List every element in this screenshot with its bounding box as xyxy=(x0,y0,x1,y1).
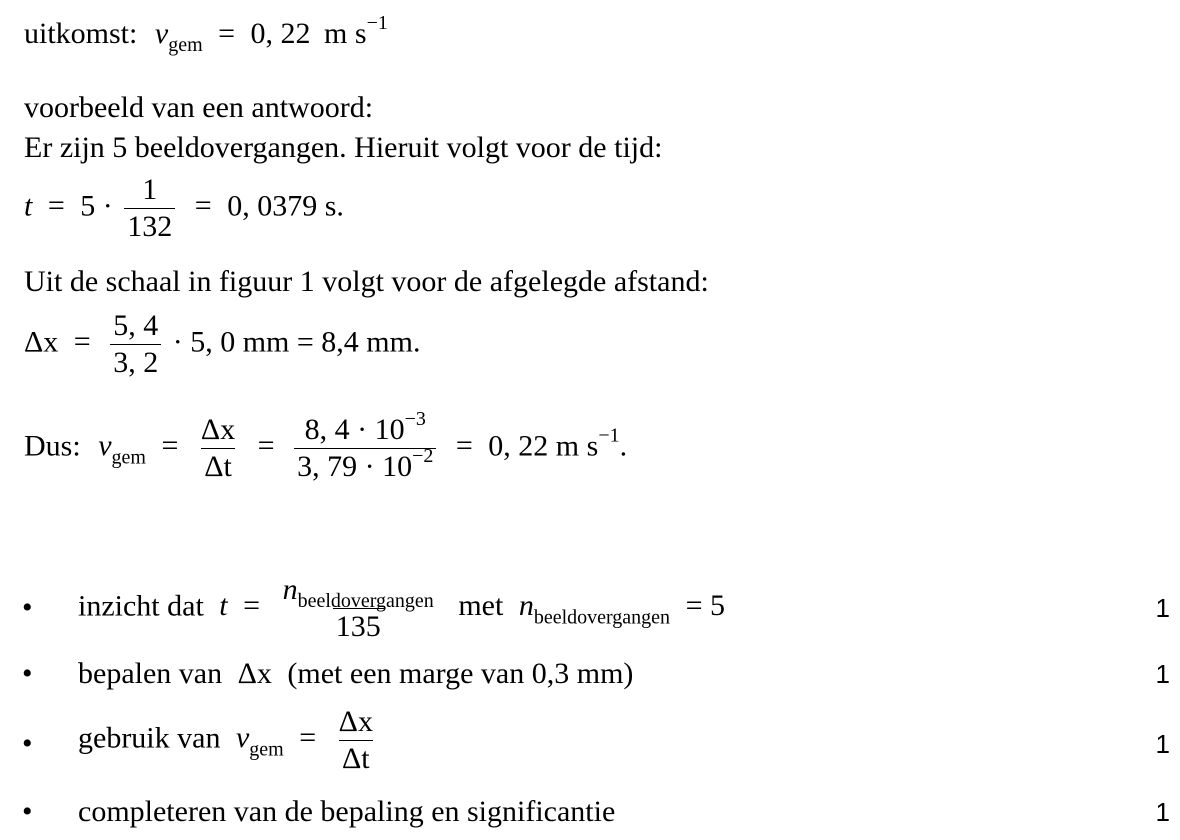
criterion-1-equals: = xyxy=(243,589,261,623)
eq3-fraction-2 xyxy=(294,408,436,485)
eq3-f2-num-exponent: −3 xyxy=(404,408,426,430)
equation-distance xyxy=(24,308,420,381)
criterion-1-n: n xyxy=(282,573,298,606)
result-value: 0, 22 xyxy=(250,17,311,50)
criterion-1-fraction xyxy=(280,572,437,645)
result-line xyxy=(24,12,388,56)
eq3-f2-denominator xyxy=(294,445,436,485)
criterion-1-n-subscript: beeldovergangen xyxy=(297,590,434,612)
criterion-4-bullet: • xyxy=(22,795,33,828)
criterion-4-score: 1 xyxy=(1155,797,1170,827)
result-unit: m s xyxy=(324,17,367,50)
criterion-3-denominator: Δt xyxy=(339,740,373,777)
eq1-denominator: 132 xyxy=(124,208,175,245)
criterion-1 xyxy=(78,572,725,645)
eq3-label: Dus: xyxy=(24,429,81,463)
eq2-denominator: 3, 2 xyxy=(110,344,161,381)
eq1-numerator: 1 xyxy=(142,173,158,206)
eq1-result: 0, 0379 s. xyxy=(227,189,344,223)
criterion-1-met: met xyxy=(458,589,504,623)
eq3-f2-den-exponent: −2 xyxy=(412,445,434,467)
criterion-3-text: gebruik van xyxy=(78,721,221,755)
criterion-3-bullet: • xyxy=(22,727,33,760)
criterion-4-text: completeren van de bepaling en significantie xyxy=(78,795,616,828)
criterion-2-score: 1 xyxy=(1155,659,1170,689)
eq3-equals-3: = xyxy=(455,429,473,463)
example-line-2: Uit de schaal in figuur 1 volgt voor de afgelegde afstand: xyxy=(24,265,709,298)
result-label: uitkomst: xyxy=(24,17,138,50)
criterion-1-t: t xyxy=(219,589,228,623)
eq3-result: 0, 22 m s xyxy=(488,429,599,463)
eq1-equals-2: = xyxy=(194,189,212,223)
result-equals: = xyxy=(218,17,236,50)
eq2-rest: · 5, 0 mm = 8,4 mm. xyxy=(172,325,421,359)
eq1-lhs: t xyxy=(24,189,33,223)
eq3-f1-denominator: Δt xyxy=(201,448,235,485)
eq1-factor: 5 · xyxy=(80,189,113,223)
eq1-equals: = xyxy=(47,189,65,223)
criterion-1-text: inzicht dat xyxy=(78,589,204,623)
criterion-2-dx: Δx xyxy=(237,657,272,690)
criterion-3-equals: = xyxy=(299,721,317,755)
eq3-f1-numerator: Δx xyxy=(200,413,236,446)
eq2-fraction xyxy=(110,308,161,381)
eq2-lhs: Δx xyxy=(24,325,59,359)
eq3-v-subscript: gem xyxy=(111,446,146,469)
equation-velocity xyxy=(24,408,628,485)
criterion-1-n2: n xyxy=(518,589,534,623)
criterion-3 xyxy=(78,704,380,777)
equation-time xyxy=(24,172,344,245)
criterion-2-text-2: (met een marge van 0,3 mm) xyxy=(287,657,634,690)
result-v-symbol: v xyxy=(154,17,169,50)
criterion-3-numerator: Δx xyxy=(338,705,373,738)
eq3-result-exponent: −1 xyxy=(598,424,620,447)
criterion-4 xyxy=(78,794,615,830)
criterion-1-n2-subscript: beeldovergangen xyxy=(533,606,671,629)
result-unit-exponent: −1 xyxy=(366,12,388,34)
eq3-f2-den-base: 3, 79 · 10 xyxy=(297,450,413,483)
eq3-equals: = xyxy=(161,429,179,463)
criterion-1-bullet: • xyxy=(22,591,33,624)
eq3-equals-2: = xyxy=(257,429,275,463)
example-heading: voorbeeld van een antwoord: xyxy=(24,91,374,124)
eq2-equals: = xyxy=(73,325,91,359)
criterion-3-v-subscript: gem xyxy=(249,738,284,761)
eq2-numerator: 5, 4 xyxy=(113,309,159,342)
criterion-1-score: 1 xyxy=(1155,593,1170,623)
criterion-3-fraction xyxy=(336,704,376,777)
criterion-1-numerator xyxy=(280,572,437,612)
criterion-2-bullet: • xyxy=(22,657,33,690)
criterion-3-v: v xyxy=(235,721,250,755)
criterion-2-text: bepalen van xyxy=(78,657,223,690)
eq3-end: . xyxy=(619,429,628,463)
criterion-2 xyxy=(78,656,633,692)
criterion-1-tail: = 5 xyxy=(685,589,725,623)
eq3-f2-numerator xyxy=(302,408,429,448)
criterion-3-score: 1 xyxy=(1155,729,1170,759)
eq3-fraction-1 xyxy=(198,412,238,485)
eq1-fraction xyxy=(124,172,175,245)
criterion-1-denominator: 135 xyxy=(333,608,384,645)
result-v-subscript: gem xyxy=(168,34,203,56)
eq3-v-symbol: v xyxy=(98,429,112,463)
eq3-f2-num-base: 8, 4 · 10 xyxy=(304,413,405,446)
example-line-1: Er zijn 5 beeldovergangen. Hieruit volgt voor de tijd: xyxy=(24,131,663,164)
